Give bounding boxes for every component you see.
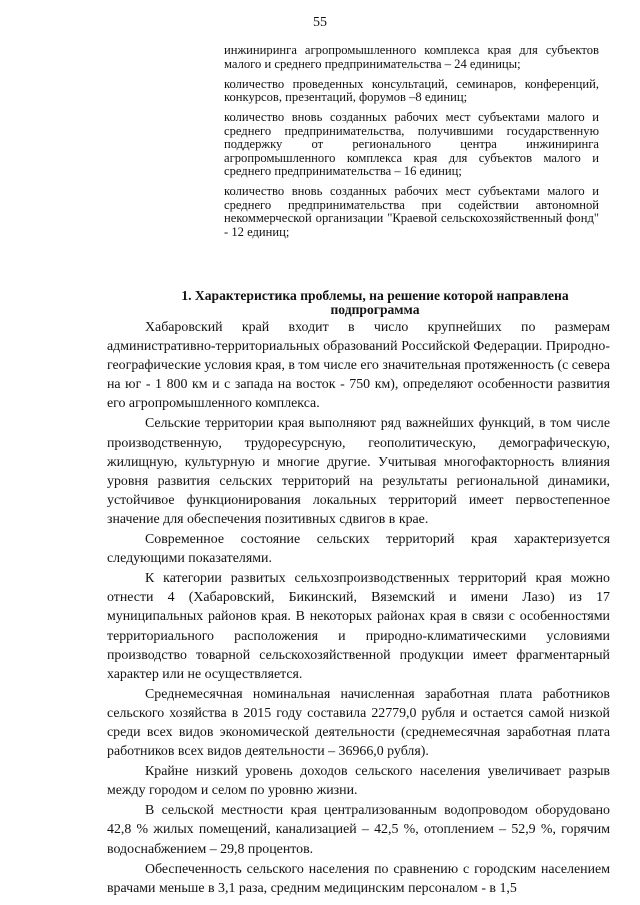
paragraph: Обеспеченность сельского населения по сравнению с городским населением врачами меньше в 3,1 раза, средним медицинским персоналом - в 1,5 <box>107 861 610 896</box>
indicator-list <box>224 44 599 246</box>
list-item: количество проведенных консультаций, семинаров, конференций, конкурсов, презентаций, форумов –8 единиц; <box>224 76 599 104</box>
list-item: инжиниринга агропромышленного комплекса края для субъектов малого и среднего предпринимательства – 24 единицы; <box>224 43 599 71</box>
page-number: 55 <box>313 15 327 30</box>
paragraph: Среднемесячная номинальная начисленная заработная плата работников сельского хозяйства в 2015 году составила 22779,0 рубля и остается самой низкой среди всех видов экономической деятельности (среднемесячная заработная плата работников всех видов деятельности – 36966,0 рубля). <box>107 686 610 760</box>
section-heading: 1. Характеристика проблемы, на решение которой направлена подпрограмма <box>181 288 569 317</box>
paragraph: Хабаровский край входит в число крупнейших по размерам административно-территориальных образований Российской Федерации. Природно-географические условия края, в том числе его значительная протяженность (с севера на юг - 1 800 км и с запада на восток - 750 км), определяют особенности развития его агропромышленного комплекса. <box>107 320 610 412</box>
paragraph: Современное состояние сельских территорий края характеризуется следующими показателями. <box>107 532 610 567</box>
list-item: количество вновь созданных рабочих мест субъектами малого и среднего предпринимательства, получившими государственную поддержку от регионального центра инжиниринга агропромышленного комплекса края для субъектов малого и среднего предпринимательства – 16 единиц; <box>224 110 599 178</box>
paragraph: Крайне низкий уровень доходов сельского населения увеличивает разрыв между городом и селом по уровню жизни. <box>107 764 610 799</box>
paragraph: К категории развитых сельхозпроизводственных территорий края можно отнести 4 (Хабаровский, Бикинский, Вяземский и имени Лазо) из 17 муниципальных районов края. В некоторых районах края в связи с особенностями территориального расположения и природно-климатическими условиями производство товарной сельскохозяйственной продукции имеет фрагментарный характер или не осуществляется. <box>107 571 610 682</box>
body-text <box>107 318 610 899</box>
list-item: количество вновь созданных рабочих мест субъектами малого и среднего предпринимательства при содействии автономной некоммерческой организации "Краевой сельскохозяйственный фонд" - 12 единиц; <box>224 184 599 239</box>
paragraph: В сельской местности края централизованным водопроводом оборудовано 42,8 % жилых помещений, канализацией – 42,5 %, отоплением – 52,9 %, горячим водоснабжением – 29,8 процентов. <box>107 803 610 857</box>
paragraph: Сельские территории края выполняют ряд важнейших функций, в том числе производственную, трудоресурсную, геополитическую, демографическую, жилищную, культурную и многие другие. Учитывая многофакторность влияния уровня развития сельских территорий на результаты региональной динамики, устойчивое функционирования локальных территорий имеет первостепенное значение для обеспечения позитивных сдвигов в крае. <box>107 416 610 527</box>
